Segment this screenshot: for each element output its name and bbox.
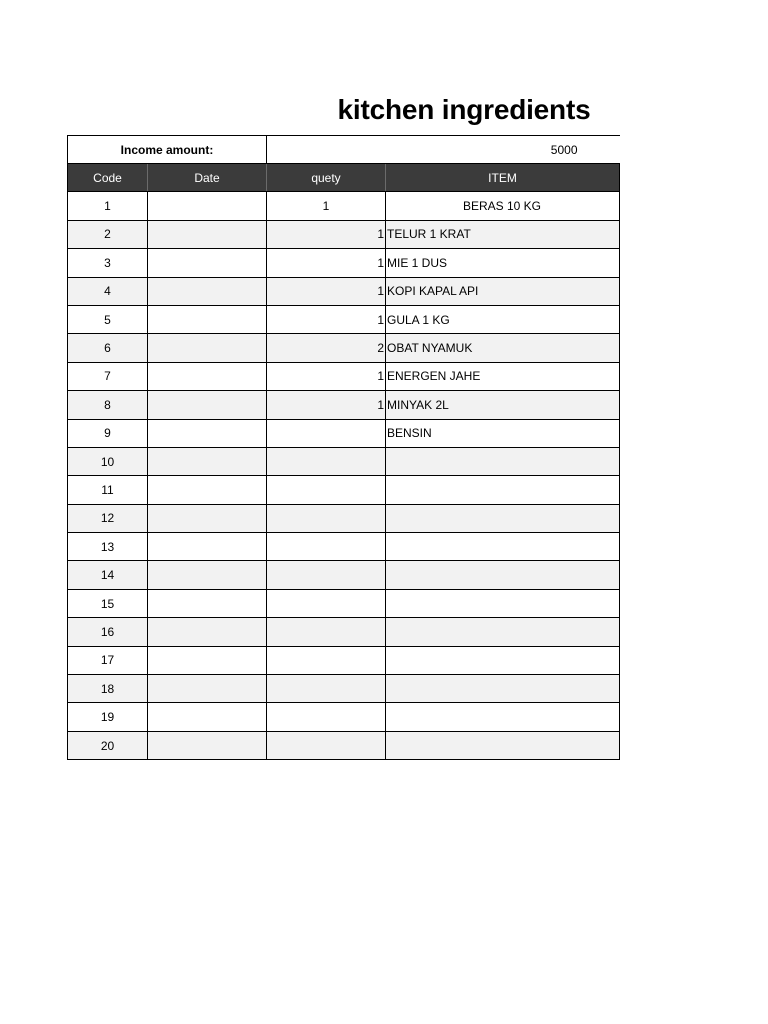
- cell-date[interactable]: [148, 533, 267, 561]
- cell-date[interactable]: [148, 476, 267, 504]
- cell-quety[interactable]: 2: [267, 334, 386, 362]
- cell-code[interactable]: 16: [68, 618, 148, 646]
- cell-code[interactable]: 20: [68, 731, 148, 759]
- cell-quety[interactable]: 1: [267, 305, 386, 333]
- cell-quety[interactable]: [267, 618, 386, 646]
- table-row: [68, 192, 620, 220]
- header-item[interactable]: ITEM: [386, 164, 620, 192]
- cell-code[interactable]: 5: [68, 305, 148, 333]
- cell-code[interactable]: 10: [68, 447, 148, 475]
- table-row: [68, 561, 620, 589]
- cell-date[interactable]: [148, 334, 267, 362]
- cell-date[interactable]: [148, 192, 267, 220]
- cell-quety[interactable]: 1: [267, 391, 386, 419]
- header-row: [68, 164, 620, 192]
- cell-quety[interactable]: 1: [267, 192, 386, 220]
- table-row: [68, 533, 620, 561]
- cell-item[interactable]: MIE 1 DUS: [386, 249, 620, 277]
- cell-date[interactable]: [148, 731, 267, 759]
- table-row: [68, 277, 620, 305]
- header-code[interactable]: Code: [68, 164, 148, 192]
- cell-date[interactable]: [148, 391, 267, 419]
- cell-item[interactable]: [386, 476, 620, 504]
- cell-quety[interactable]: 1: [267, 362, 386, 390]
- cell-quety[interactable]: [267, 561, 386, 589]
- cell-date[interactable]: [148, 646, 267, 674]
- cell-date[interactable]: [148, 362, 267, 390]
- table-row: [68, 731, 620, 759]
- cell-date[interactable]: [148, 618, 267, 646]
- cell-code[interactable]: 1: [68, 192, 148, 220]
- header-quety[interactable]: quety: [267, 164, 386, 192]
- cell-quety[interactable]: [267, 504, 386, 532]
- table-row: [68, 646, 620, 674]
- cell-item[interactable]: [386, 703, 620, 731]
- cell-date[interactable]: [148, 305, 267, 333]
- cell-item[interactable]: [386, 731, 620, 759]
- cell-code[interactable]: 13: [68, 533, 148, 561]
- table-row: [68, 220, 620, 248]
- cell-code[interactable]: 6: [68, 334, 148, 362]
- table-row: [68, 675, 620, 703]
- table-row: [68, 334, 620, 362]
- cell-code[interactable]: 19: [68, 703, 148, 731]
- cell-code[interactable]: 9: [68, 419, 148, 447]
- cell-quety[interactable]: [267, 646, 386, 674]
- cell-item[interactable]: KOPI KAPAL API: [386, 277, 620, 305]
- cell-item[interactable]: [386, 504, 620, 532]
- table-row: [68, 589, 620, 617]
- cell-item[interactable]: GULA 1 KG: [386, 305, 620, 333]
- cell-code[interactable]: 15: [68, 589, 148, 617]
- sheet-title: kitchen ingredients: [337, 94, 591, 125]
- cell-item[interactable]: [386, 646, 620, 674]
- ingredients-table-body: [68, 136, 620, 760]
- cell-item[interactable]: [386, 561, 620, 589]
- cell-date[interactable]: [148, 561, 267, 589]
- cell-date[interactable]: [148, 277, 267, 305]
- cell-item[interactable]: BERAS 10 KG: [386, 192, 620, 220]
- cell-item[interactable]: BENSIN: [386, 419, 620, 447]
- table-row: [68, 618, 620, 646]
- cell-code[interactable]: 4: [68, 277, 148, 305]
- cell-item[interactable]: [386, 447, 620, 475]
- ingredients-table: [67, 135, 620, 760]
- cell-date[interactable]: [148, 447, 267, 475]
- table-row: [68, 362, 620, 390]
- header-date[interactable]: Date: [148, 164, 267, 192]
- cell-code[interactable]: 3: [68, 249, 148, 277]
- cell-quety[interactable]: [267, 447, 386, 475]
- cell-code[interactable]: 8: [68, 391, 148, 419]
- table-row: [68, 249, 620, 277]
- cell-date[interactable]: [148, 589, 267, 617]
- cell-item[interactable]: MINYAK 2L: [386, 391, 620, 419]
- cell-date[interactable]: [148, 504, 267, 532]
- cell-code[interactable]: 7: [68, 362, 148, 390]
- cell-quety[interactable]: [267, 476, 386, 504]
- table-row: [68, 447, 620, 475]
- cell-date[interactable]: [148, 419, 267, 447]
- cell-code[interactable]: 18: [68, 675, 148, 703]
- cell-quety[interactable]: [267, 675, 386, 703]
- cell-item[interactable]: TELUR 1 KRAT: [386, 220, 620, 248]
- cell-item[interactable]: [386, 618, 620, 646]
- cell-quety[interactable]: 1: [267, 249, 386, 277]
- cell-quety[interactable]: [267, 703, 386, 731]
- cell-code[interactable]: 14: [68, 561, 148, 589]
- cell-quety[interactable]: [267, 731, 386, 759]
- cell-code[interactable]: 2: [68, 220, 148, 248]
- cell-item[interactable]: [386, 533, 620, 561]
- table-row: [68, 476, 620, 504]
- table-row: [68, 504, 620, 532]
- cell-item[interactable]: ENERGEN JAHE: [386, 362, 620, 390]
- table-row: [68, 391, 620, 419]
- cell-item[interactable]: OBAT NYAMUK: [386, 334, 620, 362]
- cell-item[interactable]: [386, 675, 620, 703]
- income-row: [68, 136, 620, 164]
- cell-date[interactable]: [148, 249, 267, 277]
- cell-code[interactable]: 17: [68, 646, 148, 674]
- cell-quety[interactable]: [267, 419, 386, 447]
- cell-code[interactable]: 11: [68, 476, 148, 504]
- income-amount-label: Income amount:: [68, 136, 267, 164]
- cell-quety[interactable]: [267, 589, 386, 617]
- cell-quety[interactable]: [267, 533, 386, 561]
- cell-date[interactable]: [148, 675, 267, 703]
- income-amount-value[interactable]: 5000: [267, 136, 620, 164]
- table-row: [68, 305, 620, 333]
- table-row: [68, 419, 620, 447]
- cell-quety[interactable]: 1: [267, 220, 386, 248]
- cell-date[interactable]: [148, 220, 267, 248]
- cell-date[interactable]: [148, 703, 267, 731]
- cell-quety[interactable]: 1: [267, 277, 386, 305]
- table-row: [68, 703, 620, 731]
- cell-item[interactable]: [386, 589, 620, 617]
- cell-code[interactable]: 12: [68, 504, 148, 532]
